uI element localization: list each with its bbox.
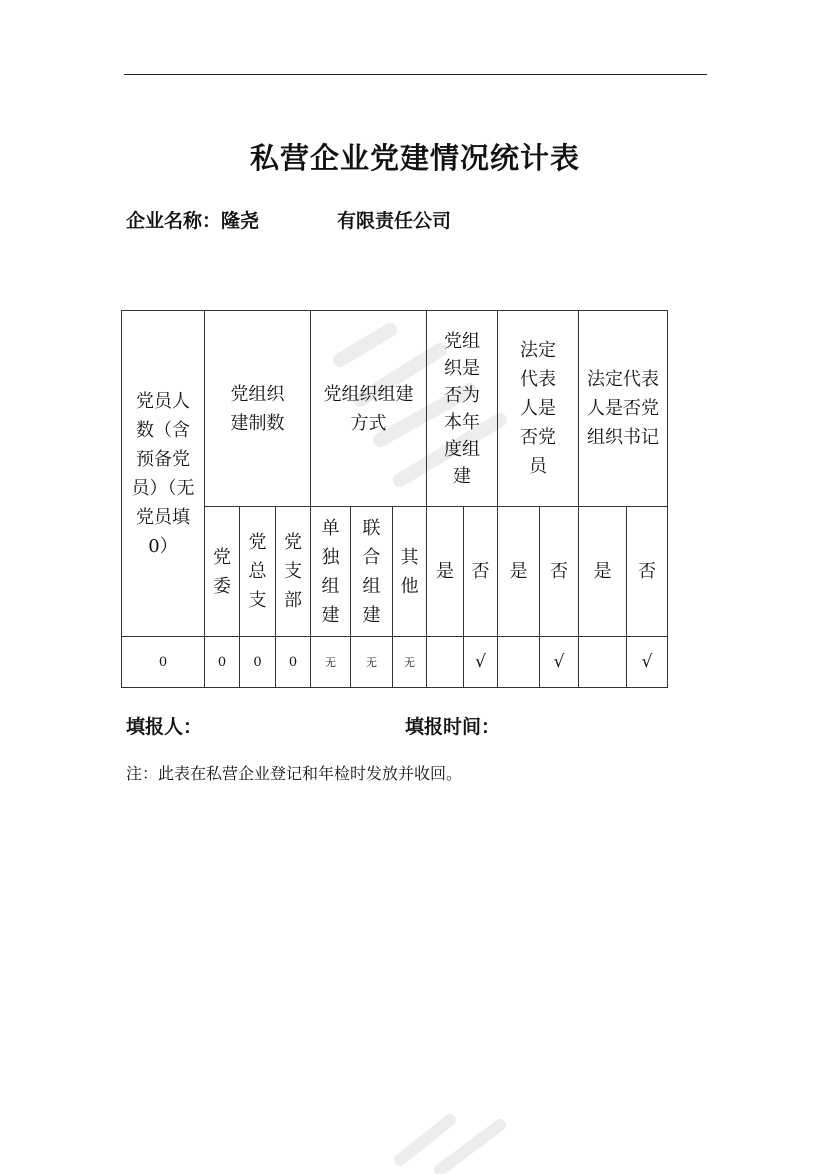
cell-yes-3 [579,637,627,688]
cell-general-branch: 0 [240,637,276,688]
subheader-committee: 党委 [205,507,240,637]
cell-branch: 0 [276,637,311,688]
statistics-table [121,310,668,688]
company-line [126,206,451,233]
company-name-prefix: 隆尧 [221,210,260,232]
subheader-yes-1: 是 [427,507,464,637]
cell-committee: 0 [205,637,240,688]
table-row [122,637,668,688]
subheader-branch: 党支部 [276,507,311,637]
cell-single: 无 [311,637,351,688]
subheader-joint: 联合组建 [351,507,393,637]
cell-no-1: √ [464,637,498,688]
header-members: 党员人数（含预备党员）（无党员填0） [122,311,205,637]
watermark-bottom [380,1090,540,1174]
subheader-other: 其他 [393,507,427,637]
subheader-no-1: 否 [464,507,498,637]
cell-other: 无 [393,637,427,688]
page-title: 私营企业党建情况统计表 [249,141,580,175]
header-build-method: 党组织组建方式 [311,311,427,507]
filler-label: 填报人： [126,716,203,738]
subheader-no-2: 否 [540,507,579,637]
subheader-single: 单独组建 [311,507,351,637]
company-label: 企业名称： [126,210,222,232]
cell-yes-1 [427,637,464,688]
header-rep-is-member: 法定代表人是否党员 [498,311,579,507]
subheader-no-3: 否 [627,507,668,637]
fill-time-label: 填报时间： [405,716,501,738]
header-built-this-year: 党组织是否为本年度组建 [427,311,498,507]
company-name-suffix: 有限责任公司 [337,210,452,232]
subheader-yes-2: 是 [498,507,540,637]
cell-members: 0 [122,637,205,688]
subheader-general-branch: 党总支 [240,507,276,637]
footnote: 注：此表在私营企业登记和年检时发放并收回。 [126,764,463,783]
cell-no-3: √ [627,637,668,688]
subheader-yes-3: 是 [579,507,627,637]
cell-yes-2 [498,637,540,688]
header-org-type: 党组织建制数 [205,311,311,507]
top-rule [124,74,707,75]
header-rep-is-secretary: 法定代表人是否党组织书记 [579,311,668,507]
cell-no-2: √ [540,637,579,688]
cell-joint: 无 [351,637,393,688]
